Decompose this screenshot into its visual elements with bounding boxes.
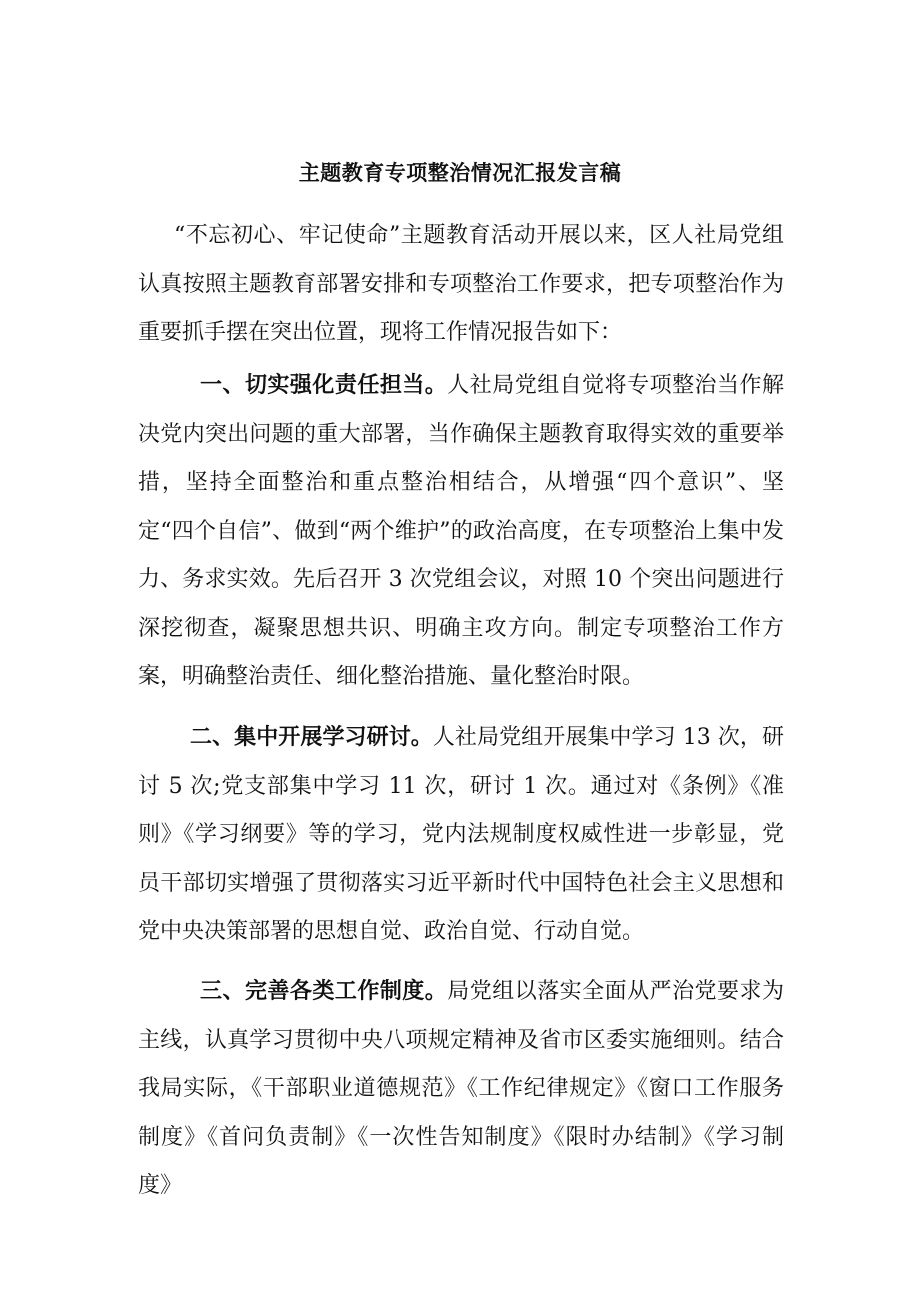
section-2-heading: 二、集中开展学习研讨。 <box>190 725 433 750</box>
section-2-body: 人社局党组开展集中学习 13 次，研讨 5 次;党支部集中学习 11 次，研讨 1 次。通过对《条例》《准则》《学习纲要》等的学习，党内法规制度权威性进一步彰显，党员干部切实增强了贯彻落实习近平新时代中国特色社会主义思想和党中央决策部署的思想自觉、政治自觉、行动自觉。 <box>138 725 784 944</box>
section-3-paragraph <box>138 968 784 1211</box>
section-2-paragraph <box>138 714 784 957</box>
document-title: 主题教育专项整治情况汇报发言稿 <box>298 161 622 185</box>
section-1-body: 人社局党组自觉将专项整治当作解决党内突出问题的重大部署，当作确保主题教育取得实效的重要举措，坚持全面整治和重点整治相结合，从增强“四个意识”、坚定“四个自信”、做到“两个维护”的政治高度，在专项整治上集中发力、务求实效。先后召开 3 次党组会议，对照 10 个突出问题进行深挖彻查，凝聚思想共识、明确主攻方向。制定专项整治工作方案，明确整治责任、细化整治措施、量化整治时限。 <box>138 373 784 689</box>
section-1-heading: 一、切实强化责任担当。 <box>200 373 448 398</box>
intro-paragraph: “不忘初心、牢记使命”主题教育活动开展以来，区人社局党组认真按照主题教育部署安排和专项整治工作要求，把专项整治作为重要抓手摆在突出位置，现将工作情况报告如下： <box>138 223 784 345</box>
section-1-paragraph <box>138 362 784 702</box>
section-3-heading: 三、完善各类工作制度。 <box>200 979 448 1004</box>
section-3-body: 局党组以落实全面从严治党要求为主线，认真学习贯彻中央八项规定精神及省市区委实施细则。结合我局实际，《干部职业道德规范》《工作纪律规定》《窗口工作服务制度》《首问负责制》《一次性告知制度》《限时办结制》《学习制度》 <box>138 979 784 1198</box>
